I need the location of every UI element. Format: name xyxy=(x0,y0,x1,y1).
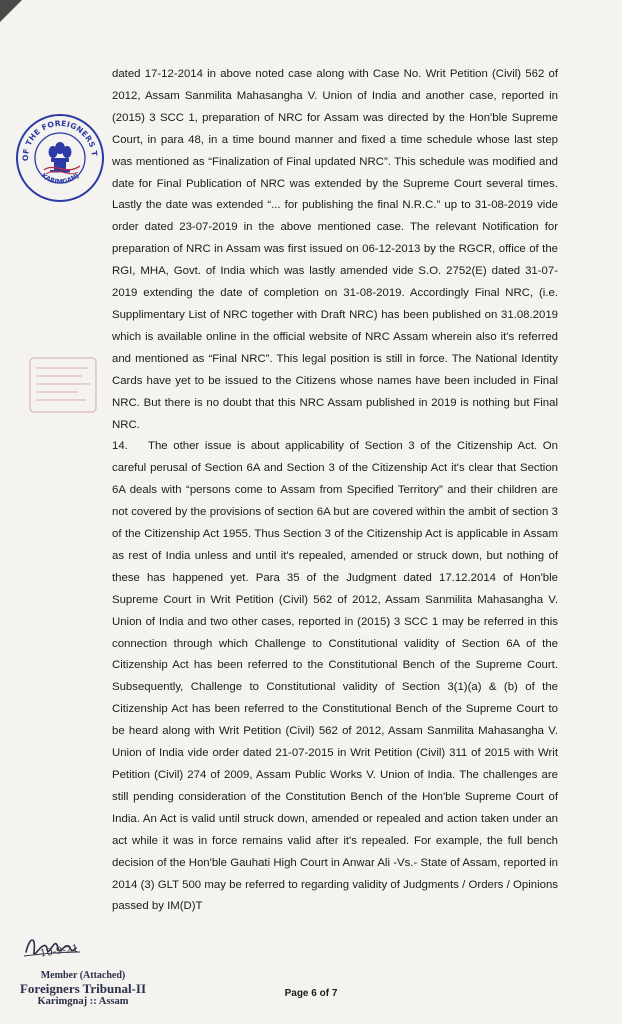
signature-date: 10-9-21 xyxy=(39,943,80,960)
judgment-body xyxy=(112,64,558,918)
paragraph-13-continued: dated 17-12-2014 in above noted case along with Case No. Writ Petition (Civil) 562 of 2012, Assam Sanmilita Mahasangha V. Union of India and another case, reported in (2015) 3 SCC 1, preparation of NRC for Assam was directed by the Hon'ble Supreme Court, in para 48, in a time bound manner and fixed a time schedule whose last step was mentioned as “Finalization of Final updated NRC”. This schedule was modified and date for Final Publication of NRC was extended by the Supreme Court several times. Lastly the date was extended “... for publishing the final N.R.C.” up to 31-08-2019 vide order dated 23-07-2019 in the above mentioned case. The relevant Notification for preparation of NRC in Assam was first issued on 06-12-2013 by the RGCR, office of the RGI, MHA, Govt. of India which was lastly amended vide S.O. 2752(E) dated 31-07-2019 extending the date of completion on 31-08-2019. Accordingly Final NRC, (i.e. Supplimentary List of NRC together with Draft NRC) has been published on 31.08.2019 which is available online in the official website of NRC Assam wherein also it's referred and mentioned as “Final NRC”. This legal position is still in force. The National Identity Cards have yet to be issued to the Citizens whose names have been included in Final NRC. But there is no doubt that this NRC Assam published in 2019 is nothing but Final NRC. xyxy=(112,68,558,431)
tribunal-seal xyxy=(14,112,106,204)
signatory-role: Member (Attached) xyxy=(40,970,126,981)
paragraph-14 xyxy=(112,436,558,918)
seal-place-text: KARIMGANJ xyxy=(39,171,81,186)
tribunal-name: Foreigners Tribunal-II xyxy=(19,981,147,996)
page-number: Page 6 of 7 xyxy=(284,988,338,999)
seal-emblem xyxy=(14,112,106,204)
seal-ring-text: OF THE FOREIGNERS T xyxy=(20,118,100,162)
tribunal-place: Karimgnaj :: Assam xyxy=(37,996,129,1007)
faint-stamp xyxy=(28,356,98,414)
paragraph-number: 14. xyxy=(112,440,128,453)
paragraph-14-text: The other issue is about applicability of Section 3 of the Citizenship Act. On careful perusal of Section 6A and Section 3 of the Citizenship Act it's clear that Section 6A deals with “persons come to Assam from Specified Territory” and their children are not covered by the provisions of section 6A but are covered within the ambit of section 3 of the Citizenship Act 1955. Thus Section 3 of the Citizenship Act is applicable in Assam as rest of India unless and until it's repealed, amended or struck down, but nothing of these has happened yet. Para 35 of the Judgment dated 17.12.2014 of Hon'ble Supreme Court in Writ Petition (Civil) 562 of 2012, Assam Sanmilita Mahasangha V. Union of India and two other cases, reported in (2015) 3 SCC 1 may be referred in this connection through which Challenge to Constitutional validity of Section 6A of the Citizenship Act has been referred to the Constitutional Bench of the Supreme Court. Subsequently, Challenge to Constitutional validity of Section 3(1)(a) & (b) of the Citizenship Act has been referred to the Constitutional Bench of the Supreme Court to be heard along with Writ Petition (Civil) 562 of 2012, Assam Sanmilita Mahasangha V. Union of India vide order dated 21-07-2015 in Writ Petition (Civil) 311 of 2015 with Writ Petition (Civil) 274 of 2009, Assam Public Works V. Union of India. The challenges are still pending consideration of the Constitution Bench of the Hon'ble Supreme Court of India. An Act is valid until struck down, amended or repealed and action taken under an act while it was in force remains valid after it's repealed. For example, the full bench decision of the Hon'ble Gauhati High Court in Anwar Ali -Vs.- State of Assam, reported in 2014 (3) GLT 500 may be referred to regarding validity of Judgments / Orders / Opinions passed by IM(D)T xyxy=(112,440,558,913)
scan-corner-mark xyxy=(0,0,22,22)
